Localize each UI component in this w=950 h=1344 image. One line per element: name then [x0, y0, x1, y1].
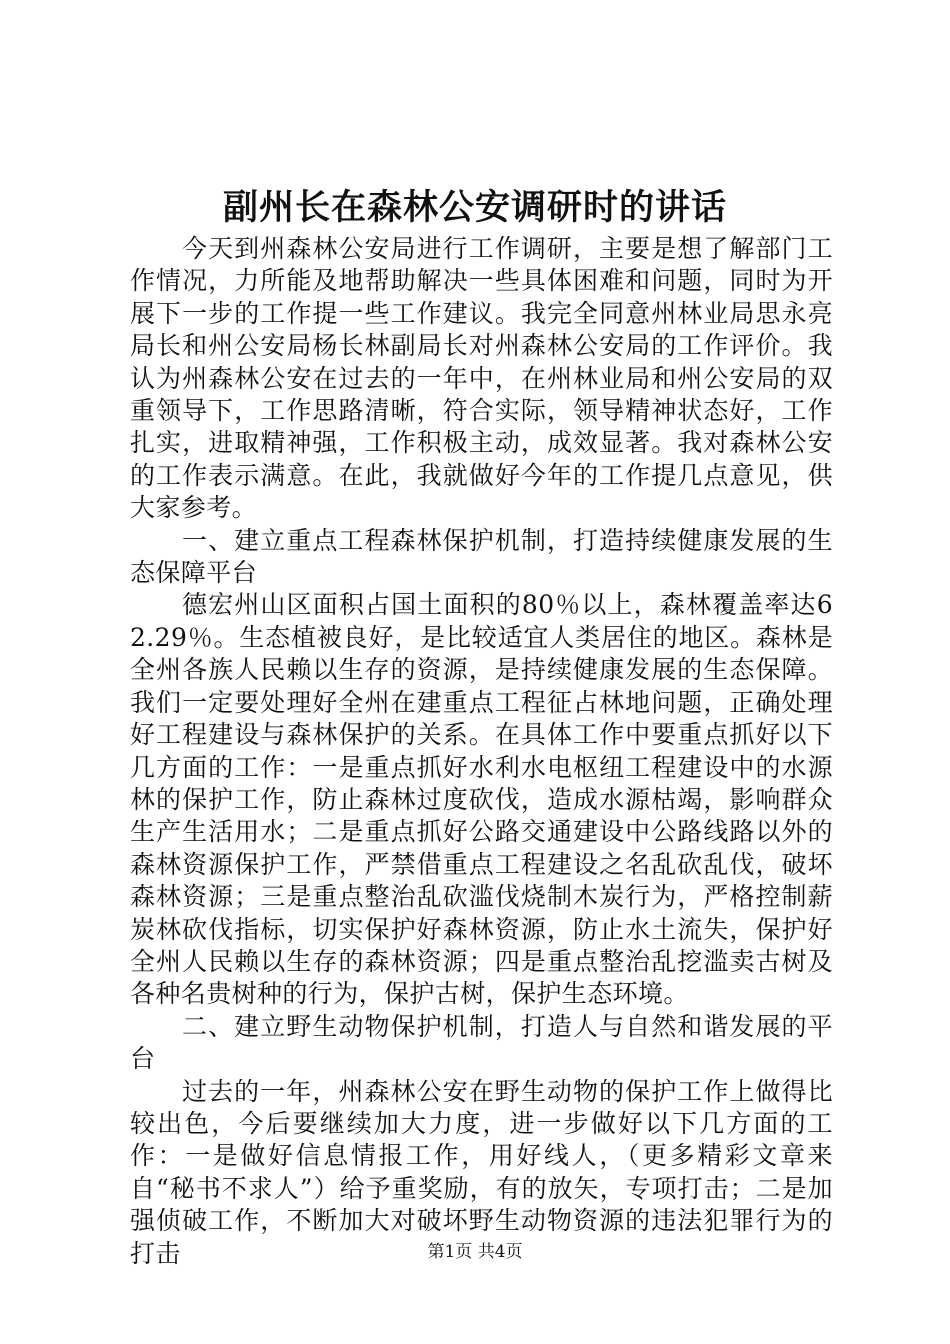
section-heading-1: 一、建立重点工程森林保护机制，打造持续健康发展的生态保障平台 — [130, 525, 833, 588]
paragraph-section-2: 过去的一年，州森林公安在野生动物的保护工作上做得比较出色，今后要继续加大力度，进一步做好以下几方面的工作：一是做好信息情报工作，用好线人，（更多精彩文章来自“秘书不求人”）给予重奖励，有的放矢，专项打击；二是加强侦破工作，不断加大对破坏野生动物资源的违法犯罪行为的打击 — [130, 1076, 833, 1268]
paragraph-intro: 今天到州森林公安局进行工作调研，主要是想了解部门工作情况，力所能及地帮助解决一些具体困难和问题，同时为开展下一步的工作提一些工作建议。我完全同意州林业局思永亮局长和州公安局杨长林副局长对州森林公安局的工作评价。我认为州森林公安在过去的一年中，在州林业局和州公安局的双重领导下，工作思路清晰，符合实际，领导精神状态好，工作扎实，进取精神强，工作积极主动，成效显著。我对森林公安的工作表示满意。在此，我就做好今年的工作提几点意见，供大家参考。 — [130, 234, 833, 523]
section-heading-2: 二、建立野生动物保护机制，打造人与自然和谐发展的平台 — [130, 1011, 833, 1074]
document-body — [130, 233, 833, 1270]
paragraph-section-1: 德宏州山区面积占国土面积的80％以上，森林覆盖率达62.29％。生态植被良好，是比较适宜人类居住的地区。森林是全州各族人民赖以生存的资源，是持续健康发展的生态保障。我们一定要处理好全州在建重点工程征占林地问题，正确处理好工程建设与森林保护的关系。在具体工作中要重点抓好以下几方面的工作：一是重点抓好水利水电枢纽工程建设中的水源林的保护工作，防止森林过度砍伐，造成水源枯竭，影响群众生产生活用水；二是重点抓好公路交通建设中公路线路以外的森林资源保护工作，严禁借重点工程建设之名乱砍乱伐，破坏森林资源；三是重点整治乱砍滥伐烧制木炭行为，严格控制薪炭林砍伐指标，切实保护好森林资源，防止水土流失，保护好全州人民赖以生存的森林资源；四是重点整治乱挖滥卖古树及各种名贵树种的行为，保护古树，保护生态环境。 — [130, 590, 833, 1009]
document-title: 副州长在森林公安调研时的讲话 — [222, 187, 727, 228]
page-number-footer: 第1页 共4页 — [427, 1242, 523, 1262]
